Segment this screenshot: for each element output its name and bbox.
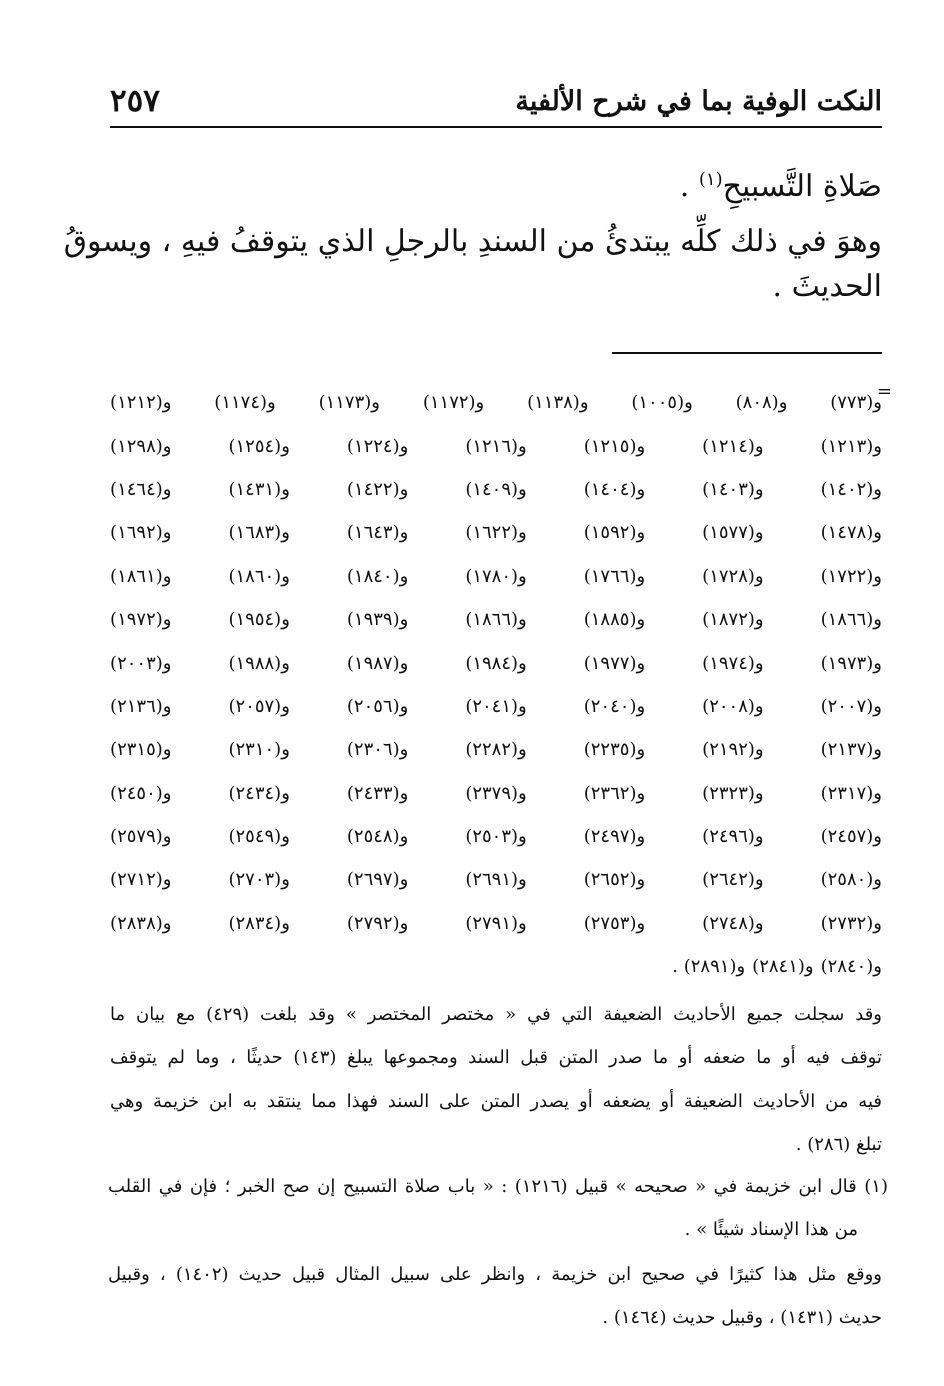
number-entry: و(٢٧٤٨) xyxy=(702,912,764,934)
number-entry: و(١٢١٦) xyxy=(465,435,527,457)
number-entry: و(٢٣١٠) xyxy=(228,739,290,761)
number-entry: و(٢٣٦٢) xyxy=(583,782,646,804)
number-entry: و(١٢١٣) xyxy=(820,435,882,457)
main-text-line-3: الحديثَ . xyxy=(772,269,882,304)
number-entry: و(١٩٧٧) xyxy=(583,652,646,674)
number-entry: و(٢٤٩٦) xyxy=(702,826,764,848)
number-entry: و(٢٨٣٨) xyxy=(110,912,172,934)
number-row xyxy=(110,598,882,641)
number-entry: و(١٢٩٨) xyxy=(110,435,172,457)
number-entry: و(١٥٧٧) xyxy=(702,522,764,544)
number-entry: و(١٦٩٢) xyxy=(110,522,172,544)
number-entry: و(١٨٦١) xyxy=(110,565,172,587)
number-row xyxy=(110,772,882,815)
number-entry: و(٨٠٨) xyxy=(735,392,788,414)
number-entry: و(٢٤٣٣) xyxy=(346,782,409,804)
number-row xyxy=(110,641,882,684)
number-row xyxy=(110,555,882,598)
reference-number-list xyxy=(110,381,882,988)
number-entry: و(١٩٧٣) xyxy=(820,652,882,674)
number-entry: و(٢٧١٢) xyxy=(110,869,172,891)
number-entry: و(٢٧٩١) xyxy=(465,912,527,934)
number-entry: و(١٧٢٢) xyxy=(820,565,882,587)
continuation-mark: = xyxy=(876,381,892,402)
number-entry: و(١٥٩٢) xyxy=(583,522,646,544)
number-entry: و(١٧٦٦) xyxy=(583,565,646,587)
number-entry: و(١٢٥٤) xyxy=(228,435,290,457)
number-entry: و(١٤٣١) xyxy=(228,478,290,500)
number-entry: و(٢٧٣٢) xyxy=(820,912,882,934)
number-entry: و(٢٥٧٩) xyxy=(110,826,172,848)
number-entry: و(١٨٦٦) xyxy=(820,609,882,631)
number-row xyxy=(110,381,882,424)
paragraph-line: وقد سجلت جميع الأحاديث الضعيفة التي في « مختصر المختصر » وقد بلغت (٤٢٩) مع بيان ما xyxy=(110,1004,882,1025)
number-entry: و(١٤٠٩) xyxy=(465,478,527,500)
number-entry: و(٢٤٣٤) xyxy=(228,782,290,804)
footnote-line: حديث (١٤٣١) ، وقبيل حديث (١٤٦٤) . xyxy=(602,1307,882,1329)
page-header xyxy=(110,76,882,126)
number-entry: و(١٧٢٨) xyxy=(702,565,764,587)
number-entry: و(٢١٩٢) xyxy=(702,739,764,761)
number-entry: و(١٩٣٩) xyxy=(346,609,409,631)
number-entry: و(١٤٠٣) xyxy=(702,478,764,500)
main-text-line-1-text: صَلاةِ التَّسبيحِ xyxy=(722,169,882,204)
number-entry: و(٢٨٤١) xyxy=(752,956,814,978)
number-entry: و(١٦٢٢) xyxy=(465,522,527,544)
number-entry: و(٢٠٤١) xyxy=(465,695,527,717)
number-entry: و(١٩٧٤) xyxy=(702,652,764,674)
number-entry: و(٢١٣٦) xyxy=(110,695,172,717)
number-entry: و(٢١٣٧) xyxy=(820,739,882,761)
number-entry: و(٢٤٩٧) xyxy=(583,826,646,848)
number-entry: و(٢٤٥٠) xyxy=(110,782,172,804)
number-entry: و(١٩٥٤) xyxy=(228,609,290,631)
number-entry: و(٢٥٤٩) xyxy=(228,826,290,848)
number-row xyxy=(110,858,882,901)
footnote-1 xyxy=(108,1172,888,1259)
number-entry: و(٧٧٣) xyxy=(830,392,882,414)
number-entry: و(١٨٦٦) xyxy=(465,609,527,631)
number-entry: و(٢٥٠٣) xyxy=(465,826,527,848)
number-entry: و(٢٣٢٣) xyxy=(702,782,764,804)
running-title: النكت الوفية بما في شرح الألفية xyxy=(515,85,882,117)
number-entry: و(٢٣٧٩) xyxy=(465,782,527,804)
number-entry: و(٢٤٥٧) xyxy=(820,826,882,848)
footnote-line: (١) قال ابن خزيمة في « صحيحه » قبيل (١٢١٦) : « باب صلاة التسبيح إن صح الخبر ؛ فإن في القلب xyxy=(108,1176,888,1197)
footnote-separator-rule xyxy=(612,352,882,354)
number-entry: و(٢٧٠٣) xyxy=(228,869,290,891)
number-entry: و(١٩٨٨) xyxy=(228,652,290,674)
number-entry: و(١١٣٨) xyxy=(527,392,589,414)
number-entry: و(٢٠٠٧) xyxy=(820,695,882,717)
number-entry: و(١٩٨٤) xyxy=(465,652,527,674)
number-entry: و(١٤٧٨) xyxy=(820,522,882,544)
number-entry: و(١٤٠٤) xyxy=(583,478,646,500)
number-entry: و(١٢١٢) xyxy=(110,392,172,414)
footnote-line: ووقع مثل هذا كثيرًا في صحيح ابن خزيمة ، وانظر على سبيل المثال قبيل حديث (١٤٠٢) ، وقبيل xyxy=(108,1264,882,1285)
number-entry: و(١١٧٤) xyxy=(214,392,276,414)
number-entry: و(٢٧٥٣) xyxy=(583,912,646,934)
number-row xyxy=(110,468,882,511)
number-entry: و(٢٣١٧) xyxy=(820,782,882,804)
number-entry: و(٢٦٤٢) xyxy=(702,869,764,891)
paragraph-line: توقف فيه أو ما ضعفه أو ما صدر المتن قبل السند ومجموعها يبلغ (١٤٣) حديثًا ، وما لم يتوقف xyxy=(110,1047,882,1069)
number-entry: و(٢٢٣٥) xyxy=(583,739,646,761)
number-entry: و(١٨٦٠) xyxy=(228,565,290,587)
number-entry: و(١٩٧٢) xyxy=(110,609,172,631)
analysis-paragraph xyxy=(110,1000,882,1174)
number-entry: و(٢٠٠٣) xyxy=(110,652,172,674)
number-entry: و(١٨٤٠) xyxy=(346,565,409,587)
number-entry: و(١٨٨٥) xyxy=(583,609,646,631)
number-entry: و(١٢٢٤) xyxy=(346,435,409,457)
header-rule xyxy=(110,126,882,128)
number-entry: و(١٢١٤) xyxy=(702,435,764,457)
number-entry: و(٢٠٥٦) xyxy=(346,695,409,717)
main-text-line-1 xyxy=(680,160,882,207)
number-entry: و(١٤٢٢) xyxy=(346,478,409,500)
number-entry: و(٢٠٠٨) xyxy=(702,695,764,717)
page-number: ٢٥٧ xyxy=(110,83,160,119)
number-row xyxy=(110,902,882,945)
number-entry: و(١٦٨٣) xyxy=(228,522,290,544)
number-entry: و(١٠٠٥) xyxy=(631,392,693,414)
number-row xyxy=(110,685,882,728)
number-entry: و(١٨٧٢) xyxy=(702,609,764,631)
number-entry: و(١٧٨٠) xyxy=(465,565,527,587)
number-entry: و(٢٦٥٢) xyxy=(583,869,646,891)
main-text-line-1-end: . xyxy=(679,169,699,204)
number-row xyxy=(110,424,882,467)
number-entry: و(١٤٠٢) xyxy=(820,478,882,500)
paragraph-line: فيه من الأحاديث الضعيفة أو يضعفه أو يصدر المتن على السند فهذا مما ينتقد به ابن خزيمة وهي xyxy=(110,1090,882,1112)
number-entry: و(٢٠٥٧) xyxy=(228,695,290,717)
number-row xyxy=(110,511,882,554)
number-entry: و(٢٨٤٠) xyxy=(820,956,882,978)
footnote-ref-1[interactable]: (١) xyxy=(698,169,723,190)
number-entry: و(٢٥٤٨) xyxy=(346,826,409,848)
footnote-1-continuation xyxy=(108,1260,882,1347)
paragraph-line: تبلغ (٢٨٦) . xyxy=(795,1134,882,1156)
number-row-last xyxy=(110,945,882,988)
number-entry: و(٢٠٤٠) xyxy=(583,695,646,717)
number-entry: و(١٢١٥) xyxy=(583,435,646,457)
number-entry: و(٢٦٩١) xyxy=(465,869,527,891)
number-entry: و(١٤٦٤) xyxy=(110,478,172,500)
number-entry: و(٢٣٠٦) xyxy=(346,739,409,761)
number-entry: و(١١٧٣) xyxy=(318,392,380,414)
number-entry: و(٢٥٨٠) xyxy=(820,869,882,891)
number-row xyxy=(110,728,882,771)
number-entry: و(٢٣١٥) xyxy=(110,739,172,761)
number-entry: و(١٦٤٣) xyxy=(346,522,409,544)
footnote-line: من هذا الإسناد شيئًا » . xyxy=(684,1219,858,1241)
number-entry: و(٢٦٩٧) xyxy=(346,869,409,891)
main-text-line-2: وهوَ في ذلك كلِّه يبتدئُ من السندِ بالرجلِ الذي يتوقفُ فيهِ ، ويسوقُ xyxy=(63,224,882,259)
number-entry: و(١٩٨٧) xyxy=(346,652,409,674)
number-entry: و(١١٧٢) xyxy=(422,392,485,414)
number-entry: و(٢٧٩٢) xyxy=(346,912,409,934)
number-entry: و(٢٨٩١) . xyxy=(672,956,746,978)
number-row xyxy=(110,815,882,858)
number-entry: و(٢٢٨٢) xyxy=(465,739,527,761)
number-entry: و(٢٨٣٤) xyxy=(228,912,290,934)
